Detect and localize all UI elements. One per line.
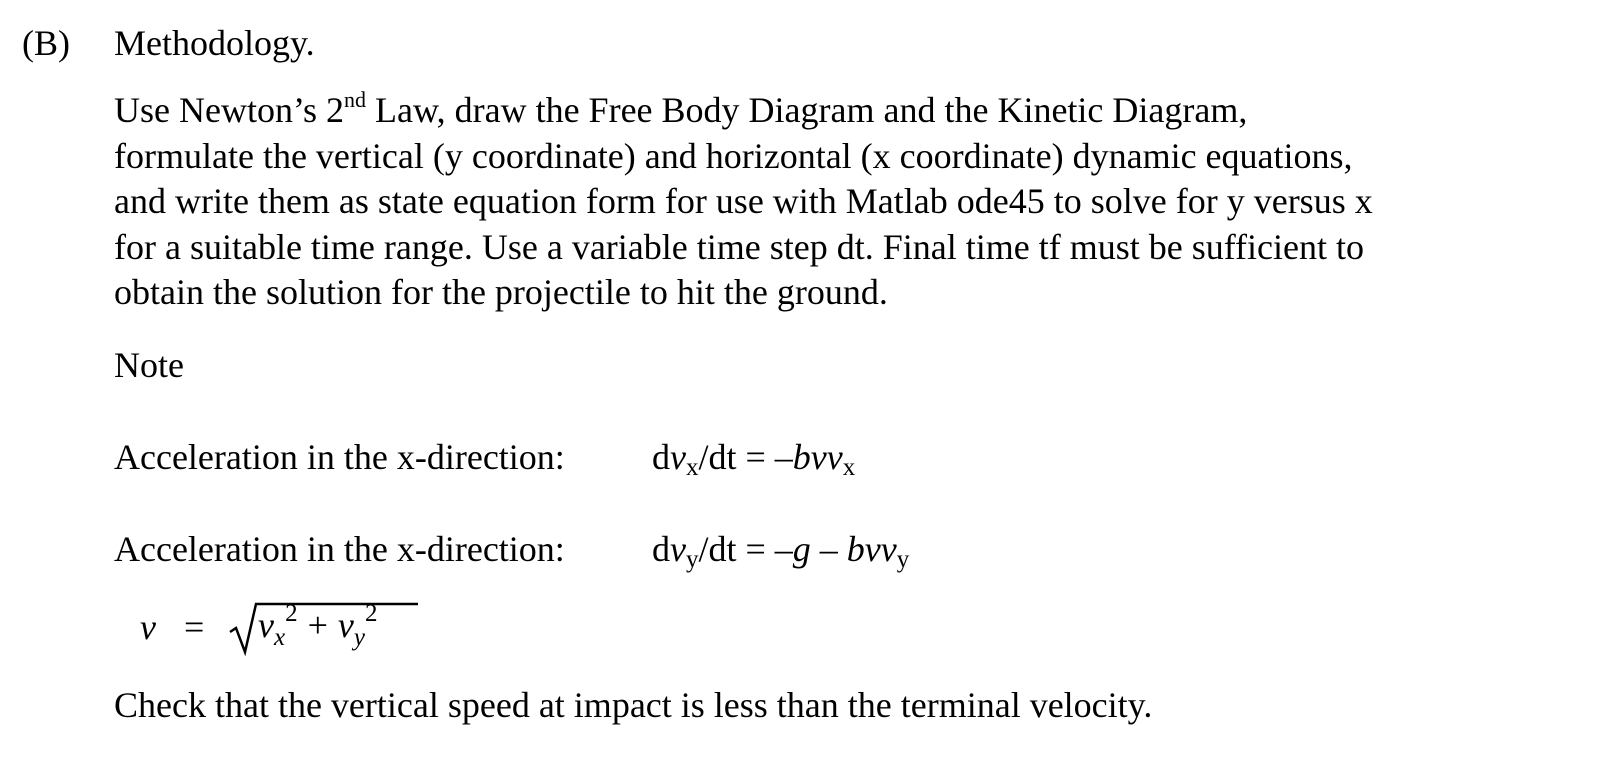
methodology-paragraph: [114, 88, 1584, 316]
speed-term1-sub: x: [273, 624, 286, 651]
speed-plus: +: [307, 605, 328, 645]
accel-x-d: d: [652, 437, 670, 477]
speed-term2-sub: y: [353, 624, 365, 651]
accel-y-rhs-sub: y: [896, 546, 910, 573]
accel-y-sub: y: [685, 546, 699, 573]
accel-y-equation: [652, 526, 909, 583]
accel-x-sub: x: [685, 454, 699, 481]
accel-y-label: Acceleration in the x-direction:: [114, 529, 565, 569]
accel-x-rest: /dt = –: [698, 437, 793, 477]
ordinal-superscript: nd: [343, 87, 366, 112]
speed-lhs: v: [140, 607, 156, 647]
paragraph-line-5: obtain the solution for the projectile to hit the ground.: [114, 272, 888, 312]
accel-x-b: b: [792, 437, 811, 477]
accel-x-equation: [652, 434, 855, 491]
accel-x-v2: v: [826, 437, 843, 477]
speed-equals: =: [184, 607, 205, 647]
paragraph-line-1-start: Use Newton’s 2: [114, 90, 344, 130]
section-label: (B): [22, 23, 70, 63]
speed-term2-sup: 2: [365, 600, 378, 627]
paragraph-line-1-end: Law, draw the Free Body Diagram and the Kinetic Diagram,: [365, 90, 1248, 130]
paragraph-line-4: for a suitable time range. Use a variable time step dt. Final time tf must be sufficient to: [114, 226, 1364, 267]
square-root-radicand: [258, 600, 378, 652]
section-title: Methodology.: [114, 23, 315, 63]
accel-y-minus: –: [810, 529, 847, 569]
paragraph-line-1: [114, 88, 1584, 134]
accel-y-b: b: [846, 529, 865, 569]
note-label: Note: [114, 345, 184, 385]
speed-term2: v: [337, 605, 354, 645]
accel-y-d: d: [652, 529, 670, 569]
accel-x-rhs-sub: x: [842, 454, 856, 481]
speed-term1: v: [258, 605, 274, 645]
accel-y-rest: /dt = –: [698, 529, 793, 569]
speed-term1-sup: 2: [285, 600, 298, 627]
accel-x-label: Acceleration in the x-direction:: [114, 437, 565, 477]
accel-y-v2: v: [880, 529, 897, 569]
paragraph-line-2: formulate the vertical (y coordinate) and horizontal (x coordinate) dynamic equations,: [114, 135, 1353, 176]
paragraph-line-3: and write them as state equation form for use with Matlab ode45 to solve for y versus x: [114, 181, 1373, 221]
accel-y-g: g: [792, 529, 811, 569]
accel-x-v: v: [670, 437, 686, 477]
accel-y-v: v: [670, 529, 686, 569]
accel-y-v1: v: [864, 529, 881, 569]
closing-sentence: Check that the vertical speed at impact is less than the terminal velocity.: [114, 685, 1153, 725]
accel-x-v1: v: [810, 437, 827, 477]
